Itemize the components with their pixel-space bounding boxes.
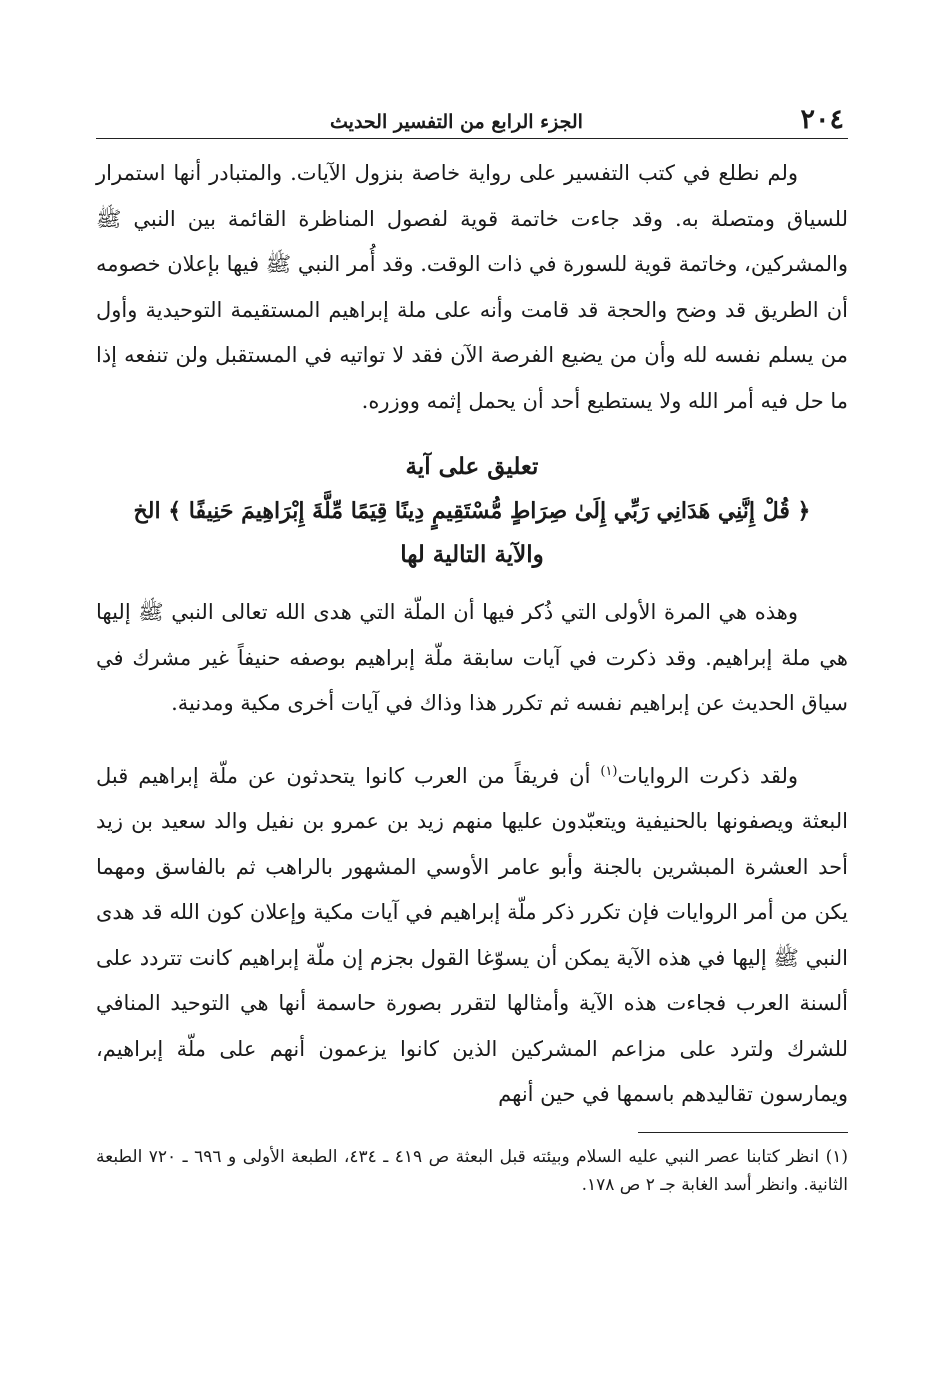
footnote-marker: (١): [600, 763, 618, 779]
page-number: ٢٠٤: [800, 104, 844, 135]
section-heading-ayah: ﴿ قُلْ إِنَّنِي هَدَانِي رَبِّي إِلَىٰ صِرَاطٍ مُّسْتَقِيمٍ دِينًا قِيَمًا مِّلَّةَ إِبْرَاهِيمَ حَنِيفًا ﴾ الخ: [133, 498, 811, 524]
paragraph-millah-ibrahim: وهذه هي المرة الأولى التي ذُكر فيها أن الملّة التي هدى الله تعالى النبي ﷺ إليها هي ملة إبراهيم. وقد ذكرت في آيات سابقة ملّة إبراهيم بوصفه حنيفاً غير مشرك في سياق الحديث عن إبراهيم نفسه ثم تكرر هذا وذاك في آيات أخرى مكية ومدنية.: [96, 600, 848, 715]
section-heading-title: تعليق على آية: [405, 453, 539, 480]
section-heading: [96, 446, 848, 576]
running-header: [96, 104, 848, 139]
running-title: الجزء الرابع من التفسير الحديث: [330, 111, 583, 133]
paragraph-opening: ولم نطلع في كتب التفسير على رواية خاصة بنزول الآيات. والمتبادر أنها استمرار للسياق ومتصلة به. وقد جاءت خاتمة قوية لفصول المناظرة القائمة بين النبي ﷺ والمشركين، وخاتمة قوية للسورة في ذات الوقت. وقد أُمر النبي ﷺ فيها بإعلان خصومه أن الطريق قد وضح والحجة قد قامت وأنه على ملة إبراهيم المستقيمة التوحيدية وأول من يسلم نفسه لله وأن من يضيع الفرصة الآن فقد لا تواتيه في المستقبل ولن تنفعه إذا ما حل فيه أمر الله ولا يستطيع أحد أن يحمل إثمه ووزره.: [96, 161, 848, 413]
section-heading-subtitle: والآية التالية لها: [400, 541, 544, 568]
narrations-lead: ولقد ذكرت الروايات: [617, 763, 799, 788]
paragraph-narrations: [96, 749, 848, 1118]
narrations-body: أن فريقاً من العرب كانوا يتحدثون عن ملّة إبراهيم قبل البعثة ويصفونها بالحنيفية ويتعبّدون عليها منهم زيد بن عمرو بن نفيل والد سعيد بن زيد أحد العشرة المبشرين بالجنة وأبو عامر الأوسي المشهور بالراهب ثم بالفاسق ومهما يكن من أمر الروايات فإن تكرر ذكر ملّة إبراهيم في آيات مكية وإعلان كون الله قد هدى النبي ﷺ إليها في هذه الآية يمكن أن يسوّغا القول بجزم إن ملّة إبراهيم كانت تتردد على ألسنة العرب فجاءت هذه الآية وأمثالها لتقرر بصورة حاسمة أنها هي التوحيد المنافي للشرك ولترد على مزاعم المشركين الذين كانوا يزعمون أنهم على ملّة إبراهيم، ويمارسون تقاليدهم باسمها في حين أنهم: [96, 763, 849, 1106]
book-page: [96, 104, 848, 1216]
footnote-1: (١) انظر كتابنا عصر النبي عليه السلام وبيئته قبل البعثة ص ٤١٩ ـ ٤٣٤، الطبعة الأولى و ٦٩٦ ـ ٧٢٠ الطبعة الثانية. وانظر أسد الغابة جـ ٢ ص ١٧٨.: [96, 1146, 848, 1195]
footnote-separator: [638, 1132, 848, 1133]
